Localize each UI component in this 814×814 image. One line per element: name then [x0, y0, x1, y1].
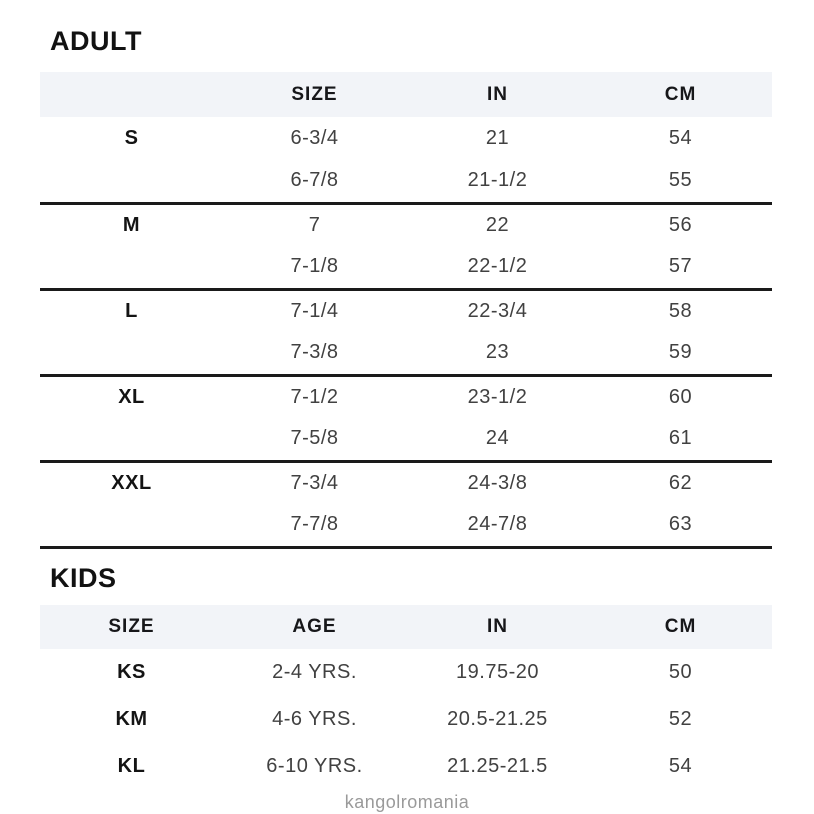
size-group-label: XXL: [111, 471, 152, 494]
inches-cell: 20.5-21.25: [447, 707, 548, 730]
cm-cell: 58: [668, 299, 693, 322]
column-header-in: IN: [487, 615, 508, 637]
adult-header-row: [40, 72, 772, 117]
inches-cell: 22-1/2: [467, 255, 528, 278]
table-row: [40, 461, 772, 504]
kids-table-body: [40, 649, 772, 790]
kids-size-label: KL: [117, 754, 146, 777]
table-row: [40, 203, 772, 246]
hat-size-cell: 7-1/4: [290, 299, 339, 322]
table-row: [40, 743, 772, 790]
table-row: [40, 246, 772, 289]
age-cell: 4-6 YRS.: [272, 707, 357, 730]
hat-size-cell: 6-7/8: [290, 169, 339, 192]
inches-cell: 21.25-21.5: [447, 754, 548, 777]
inches-cell: 24: [485, 427, 510, 450]
cm-cell: 54: [668, 754, 693, 777]
hat-size-cell: 6-3/4: [290, 127, 339, 149]
hat-size-cell: 7-3/4: [290, 471, 339, 494]
inches-cell: 21: [485, 127, 510, 149]
cm-cell: 60: [668, 385, 693, 408]
cm-cell: 63: [668, 513, 693, 536]
column-header-cm: CM: [664, 83, 697, 105]
hat-size-cell: 7-3/8: [290, 341, 339, 364]
age-cell: 2-4 YRS.: [272, 660, 357, 683]
cm-cell: 62: [668, 471, 693, 494]
inches-cell: 23-1/2: [467, 385, 528, 408]
adult-section-title: ADULT: [50, 26, 142, 56]
kids-size-table: [40, 605, 772, 790]
table-row: [40, 418, 772, 461]
hat-size-cell: 7-1/8: [290, 255, 339, 278]
inches-cell: 22-3/4: [467, 299, 528, 322]
cm-cell: 52: [668, 707, 693, 730]
cm-cell: 59: [668, 341, 693, 364]
kids-table-header: [40, 605, 772, 649]
inches-cell: 24-3/8: [467, 471, 528, 494]
size-group-label: L: [125, 299, 138, 322]
brand-footer-text: kangolromania: [344, 791, 470, 812]
kids-size-label: KS: [117, 660, 146, 683]
cm-cell: 55: [668, 169, 693, 192]
column-header-age: AGE: [292, 615, 337, 637]
kids-header-row: [40, 605, 772, 649]
cm-cell: 50: [668, 660, 693, 683]
size-group-label: [40, 160, 223, 203]
table-row: [40, 289, 772, 332]
kids-section-title: KIDS: [50, 562, 117, 593]
hat-size-cell: 7-1/2: [290, 385, 339, 408]
table-row: [40, 375, 772, 418]
size-group-label: [40, 504, 223, 547]
inches-cell: 19.75-20: [456, 660, 539, 683]
table-row: [40, 332, 772, 375]
inches-cell: 23: [485, 341, 510, 364]
size-group-label: [40, 418, 223, 461]
cm-cell: 54: [668, 127, 693, 149]
size-group-label: S: [124, 127, 139, 149]
size-group-label: [40, 332, 223, 375]
table-row: [40, 117, 772, 160]
size-group-label: [40, 246, 223, 289]
size-group-label: M: [122, 213, 141, 236]
column-header-blank: [40, 72, 223, 117]
cm-cell: 57: [668, 255, 693, 278]
size-group-label: XL: [118, 385, 145, 408]
kids-size-label: KM: [115, 707, 148, 730]
hat-size-cell: 7-7/8: [290, 513, 339, 536]
cm-cell: 56: [668, 213, 693, 236]
table-row: [40, 160, 772, 203]
table-row: [40, 696, 772, 743]
age-cell: 6-10 YRS.: [266, 754, 363, 777]
column-header-size: SIZE: [291, 83, 338, 105]
hat-size-cell: 7-5/8: [290, 427, 339, 450]
table-row: [40, 649, 772, 696]
inches-cell: 21-1/2: [467, 169, 528, 192]
adult-size-table: [40, 72, 772, 549]
hat-size-cell: 7: [308, 213, 321, 236]
column-header-cm: CM: [664, 615, 697, 637]
table-row: [40, 504, 772, 547]
column-header-in: IN: [487, 83, 508, 105]
inches-cell: 22: [485, 213, 510, 236]
inches-cell: 24-7/8: [467, 513, 528, 536]
cm-cell: 61: [668, 427, 693, 450]
column-header-size: SIZE: [108, 615, 155, 637]
adult-table-header: [40, 72, 772, 117]
adult-table-body: [40, 117, 772, 547]
